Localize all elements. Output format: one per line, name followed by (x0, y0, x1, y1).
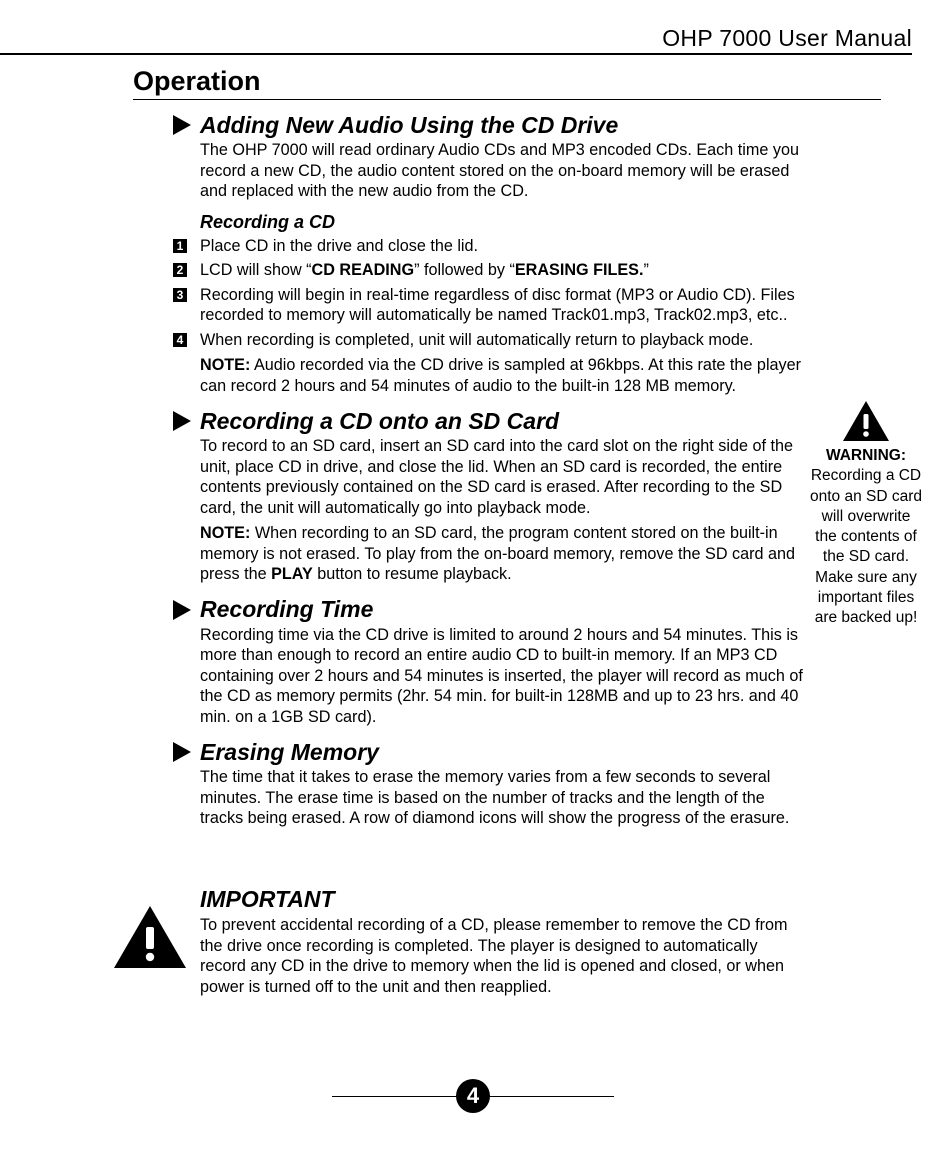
step-text: Place CD in the drive and close the lid. (200, 236, 479, 255)
step-item (173, 285, 803, 326)
header-rule (0, 53, 912, 55)
section-adding-audio (173, 110, 803, 396)
section-heading (173, 406, 803, 436)
warning-icon (113, 905, 187, 969)
subheading: Recording a CD (200, 211, 336, 232)
important-title: IMPORTANT (200, 886, 335, 912)
note-label: NOTE: (200, 356, 251, 374)
lcd-message: ERASING FILES. (514, 261, 644, 279)
section-rule (133, 99, 881, 100)
note (200, 523, 803, 585)
section-heading-text: Recording Time (200, 596, 374, 622)
section-heading-text: Erasing Memory (200, 738, 379, 765)
step-number: 1 (173, 239, 187, 253)
warning-line: are backed up! (814, 609, 918, 627)
warning-icon (842, 400, 890, 442)
play-arrow-icon (173, 742, 191, 762)
note-text: button to resume playback. (312, 565, 512, 583)
warning-line: onto an SD card (809, 487, 922, 505)
warning-line: will overwrite (821, 507, 911, 525)
step-text-part: LCD will show “ (200, 261, 312, 279)
step-item (173, 236, 803, 257)
step-item (173, 330, 803, 351)
lcd-message: CD READING (311, 261, 415, 279)
play-arrow-icon (173, 411, 191, 431)
step-text (200, 260, 803, 281)
warning-line: important files (817, 589, 915, 607)
section-erasing-memory (173, 737, 803, 829)
note-text: When recording to an SD card, the program content stored on the built-in memory is not erased. To play from the on-board memory, remove the SD card and press the (200, 524, 795, 583)
step-number: 2 (173, 263, 187, 277)
warning-line: the contents of (815, 528, 917, 546)
section-heading (173, 737, 803, 767)
warning-line: Recording a CD (810, 467, 922, 485)
note-label: NOTE: (200, 524, 251, 542)
play-button-label: PLAY (271, 565, 313, 583)
main-content (173, 110, 803, 839)
step-text-part: ” (643, 261, 649, 279)
section-heading (173, 110, 803, 140)
section-title: Operation (133, 66, 261, 96)
page-number: 4 (456, 1079, 490, 1113)
footer-rule-right (486, 1096, 614, 1097)
section-heading-text: Recording a CD onto an SD Card (200, 407, 560, 434)
warning-line: the SD card. (822, 548, 910, 566)
section-body: Recording time via the CD drive is limited to around 2 hours and 54 minutes. This is more than enough to record an entire audio CD to built-in memory. If an MP3 CD containing over 2 hours and 54 minutes is inserted, the player will record as much of the CD as memory permits (2hr. 54 min. for built-in 128MB and up to 23 hrs. and 40 min. on a 1GB SD card). (200, 625, 803, 726)
step-text: When recording is completed, unit will automatically return to playback mode. (200, 330, 754, 349)
footer-rule-left (332, 1096, 460, 1097)
section-body: The time that it takes to erase the memory varies from a few seconds to several minutes. The erase time is based on the number of tracks and the length of the tracks being erased. A row of diamond icons will show the progress of the erasure. (200, 768, 790, 827)
step-number: 3 (173, 288, 187, 302)
note-text: Audio recorded via the CD drive is sampled at 96kbps. At this rate the player can record 2 hours and 54 minutes of audio to the built-in 128 MB memory. (200, 356, 802, 395)
section-sd-card (173, 406, 803, 585)
step-number: 4 (173, 333, 187, 347)
important-body: To prevent accidental recording of a CD, please remember to remove the CD from the drive once recording is completed. The player is designed to automatically record any CD in the drive to memory when the lid is opened and closed, or when power is turned off to the unit and then reapplied. (200, 916, 788, 996)
step-text: Recording will begin in real-time regardless of disc format (MP3 or Audio CD). Files recorded to memory will automatically be named Track01.mp3, Track02.mp3, etc.. (200, 285, 795, 324)
step-text-part: ” followed by “ (414, 261, 515, 279)
warning-line: Make sure any (815, 568, 917, 586)
section-recording-time (173, 595, 803, 728)
important-notice (200, 886, 800, 997)
warning-label: WARNING: (825, 447, 907, 464)
section-heading (173, 595, 803, 625)
step-item (173, 260, 803, 281)
section-body: To record to an SD card, insert an SD card into the card slot on the right side of the unit, place CD in drive, and close the lid. When an SD card is recorded, the entire contents previously contained on the SD card is erased. After recording to the SD card, the unit will automatically go into playback mode. (200, 437, 793, 517)
play-arrow-icon (173, 115, 191, 135)
document-header-title: OHP 7000 User Manual (662, 25, 912, 51)
note (200, 355, 803, 396)
warning-sidebar (806, 400, 926, 629)
section-body: The OHP 7000 will read ordinary Audio CDs and MP3 encoded CDs. Each time you record a new CD, the audio content stored on the on-board memory will be erased and replaced with the new audio from the CD. (200, 141, 799, 200)
play-arrow-icon (173, 600, 191, 620)
section-heading-text: Adding New Audio Using the CD Drive (200, 111, 619, 138)
